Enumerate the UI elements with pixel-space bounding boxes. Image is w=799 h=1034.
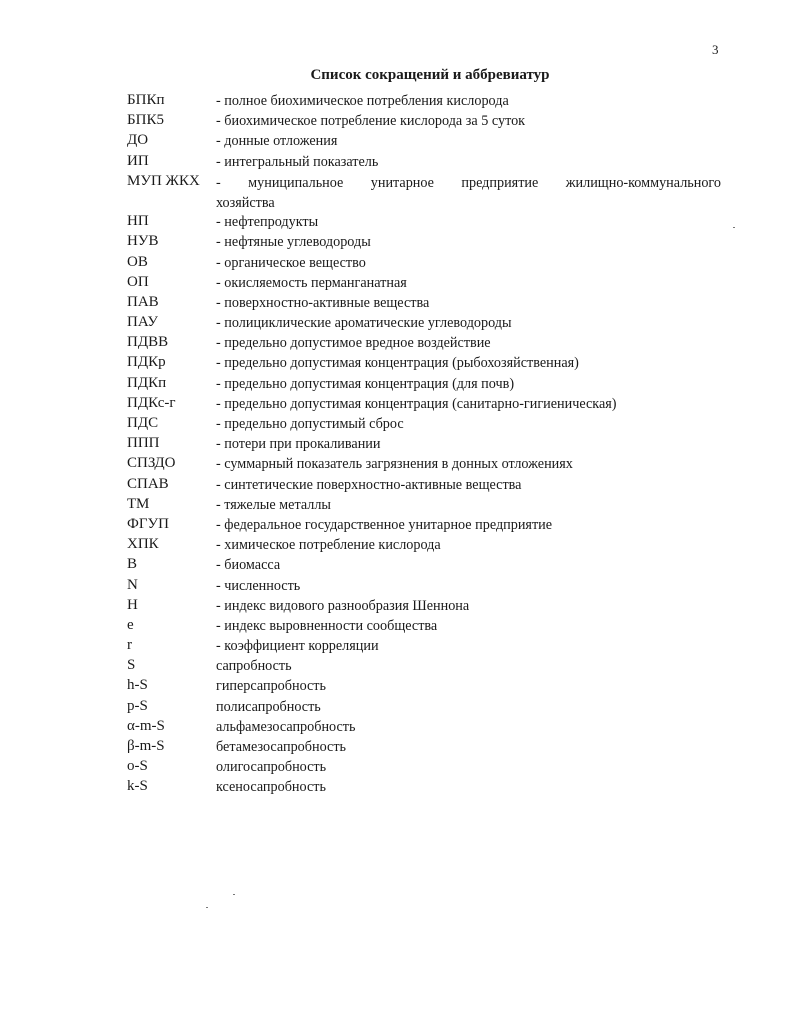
scan-speck [206, 907, 208, 908]
definition: - численность [216, 577, 301, 594]
definition: ксеносапробность [216, 779, 326, 796]
abbreviation: НУВ [127, 233, 159, 250]
abbreviation: o-S [127, 758, 148, 775]
list-item [127, 778, 721, 798]
definition: - полициклические ароматические углеводороды [216, 315, 512, 332]
list-item [127, 213, 721, 233]
abbreviation: ХПК [127, 536, 159, 553]
definition: альфамезосапробность [216, 718, 356, 735]
definition: - индекс видового разнообразия Шеннона [216, 597, 470, 614]
scan-speck [233, 894, 235, 895]
definition: - окисляемость перманганатная [216, 274, 407, 291]
abbreviation: ИП [127, 152, 149, 169]
definition-line-2: хозяйства [216, 194, 275, 211]
definition: олигосапробность [216, 759, 327, 776]
page-title: Список сокращений и аббревиатур [310, 67, 550, 83]
abbreviation: k-S [127, 778, 148, 795]
abbreviation: ПАВ [127, 293, 159, 310]
list-item [127, 435, 721, 455]
list-item [127, 314, 721, 334]
definition: сапробность [216, 658, 292, 675]
list-item [127, 354, 721, 374]
abbreviation: ФГУП [127, 515, 169, 532]
abbreviation: H [127, 596, 138, 613]
list-item [127, 254, 721, 274]
abbreviation: ПДВВ [127, 334, 169, 351]
abbreviation: e [127, 616, 134, 633]
definition: - биомасса [216, 557, 281, 574]
definition: - химическое потребление кислорода [216, 537, 441, 554]
abbreviation: СПЗДО [127, 455, 176, 472]
abbreviation: ДО [127, 132, 149, 149]
list-item [127, 577, 721, 597]
abbreviation: ПАУ [127, 314, 158, 331]
list-item [127, 597, 721, 617]
abbreviation: ПДС [127, 415, 159, 432]
definition: - синтетические поверхностно-активные вещества [216, 476, 522, 493]
abbreviation: S [127, 657, 136, 674]
abbreviation: α-m-S [127, 717, 165, 734]
abbreviation: ПДКс-г [127, 394, 176, 411]
definition: полисапробность [216, 698, 321, 715]
definition: - предельно допустимый сброс [216, 416, 404, 433]
list-item [127, 173, 721, 213]
definition: - предельно допустимая концентрация (санитарно-гигиеническая) [216, 395, 617, 412]
abbreviation: h-S [127, 677, 148, 694]
definition: - полное биохимическое потребления кислорода [216, 93, 509, 109]
abbreviation: ТМ [127, 495, 150, 512]
abbreviation: ПДКп [127, 374, 167, 391]
list-item [127, 637, 721, 657]
abbreviation: ПДКр [127, 354, 166, 371]
list-item [127, 516, 721, 536]
page-number: 3 [712, 42, 719, 57]
list-item [127, 132, 721, 152]
definition: - коэффициент корреляции [216, 638, 379, 655]
definition: - предельно допустимое вредное воздействие [216, 335, 491, 352]
list-item [127, 738, 721, 758]
abbreviation: БПКп [127, 92, 165, 108]
definition: бетамезосапробность [216, 739, 347, 756]
definition: - потери при прокаливании [216, 436, 381, 453]
list-item [127, 415, 721, 435]
abbreviation: B [127, 556, 138, 573]
list-item [127, 536, 721, 556]
list-item [127, 375, 721, 395]
definition: - поверхностно-активные вещества [216, 294, 430, 311]
list-item [127, 657, 721, 677]
list-item [127, 92, 721, 112]
abbreviation: ОП [127, 273, 149, 290]
abbreviation: ППП [127, 435, 160, 452]
list-item [127, 758, 721, 778]
definition: - биохимическое потребление кислорода за 5 суток [216, 113, 526, 130]
abbreviation: НП [127, 213, 149, 230]
scan-speck [733, 227, 735, 228]
list-item [127, 455, 721, 475]
definition: - предельно допустимая концентрация (для почв) [216, 375, 515, 392]
list-item [127, 698, 721, 718]
definition [216, 173, 721, 213]
definition: - суммарный показатель загрязнения в донных отложениях [216, 456, 573, 473]
list-item [127, 677, 721, 697]
list-item [127, 112, 721, 132]
list-item [127, 718, 721, 738]
definition-line-1: - муниципальное унитарное предприятие жилищно-коммунального [216, 174, 721, 191]
list-item [127, 294, 721, 314]
abbreviation: СПАВ [127, 475, 169, 492]
abbreviation: ОВ [127, 253, 148, 270]
abbreviation: N [127, 576, 138, 593]
abbreviation: БПК5 [127, 112, 164, 129]
definition: - федеральное государственное унитарное предприятие [216, 516, 553, 533]
list-item [127, 274, 721, 294]
definition: - индекс выровненности сообщества [216, 617, 438, 634]
definition: гиперсапробность [216, 678, 326, 695]
abbreviation: r [127, 637, 132, 654]
definition: - донные отложения [216, 133, 338, 150]
abbreviation: β-m-S [127, 738, 165, 755]
list-item [127, 476, 721, 496]
list-item [127, 496, 721, 516]
definition: - предельно допустимая концентрация (рыбохозяйственная) [216, 355, 579, 372]
abbreviation: p-S [127, 697, 148, 714]
list-item [127, 617, 721, 637]
list-item [127, 233, 721, 253]
definition: - тяжелые металлы [216, 496, 331, 513]
abbreviation-list [127, 92, 721, 799]
definition: - органическое вещество [216, 254, 366, 271]
list-item [127, 395, 721, 415]
definition: - интегральный показатель [216, 153, 379, 170]
list-item [127, 334, 721, 354]
list-item [127, 556, 721, 576]
abbreviation: МУП ЖКХ [127, 172, 200, 189]
definition: - нефтяные углеводороды [216, 234, 371, 251]
list-item [127, 153, 721, 173]
definition: - нефтепродукты [216, 214, 319, 231]
